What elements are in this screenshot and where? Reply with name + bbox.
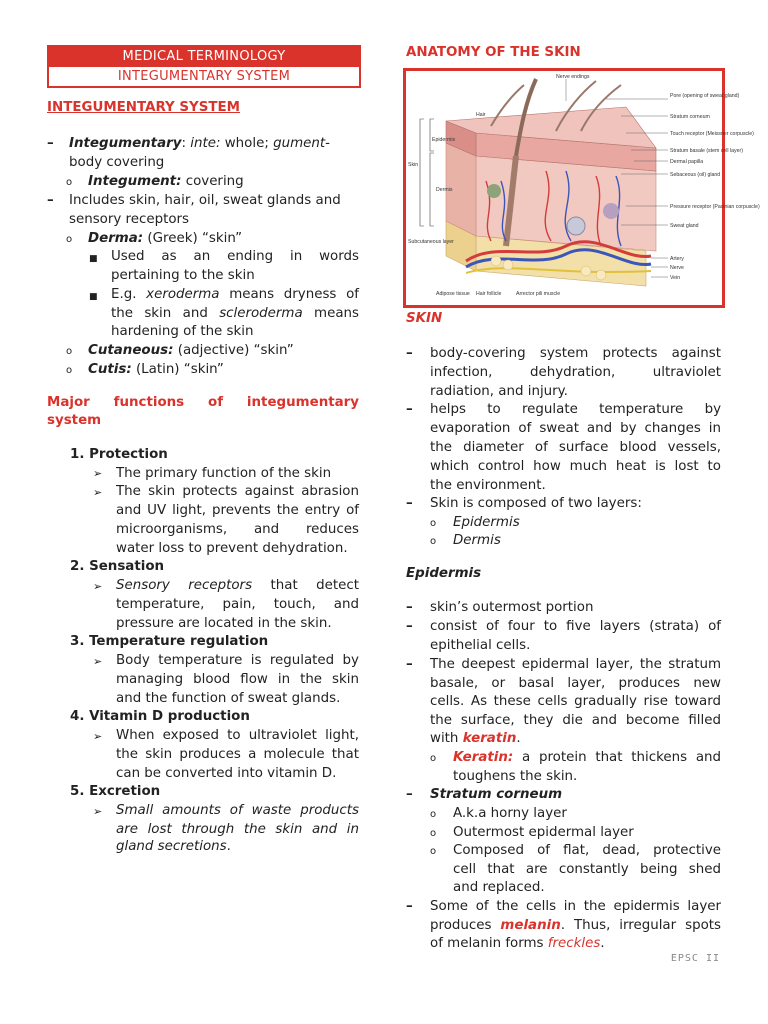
includes-line-2: sensory receptors (69, 212, 190, 227)
e2-line-2: epithelial cells. (430, 638, 531, 653)
fig-label: Hair follicle (476, 291, 502, 297)
eg-1a: E.g. (111, 287, 137, 302)
fig-label: Vein (670, 275, 681, 281)
fig-label: Nerve (670, 265, 684, 271)
arrow-bullet: ➢ (93, 486, 103, 499)
f4-a3: can be converted into vitamin D. (116, 766, 337, 781)
function-3-title: 3. Temperature regulation (70, 634, 269, 649)
f2-a1b: that detect (270, 578, 359, 593)
arrow-bullet: ➢ (93, 730, 103, 743)
section-title: INTEGUMENTARY SYSTEM (47, 100, 240, 115)
eg-xeroderma: xeroderma (146, 287, 220, 302)
header-subtitle: INTEGUMENTARY SYSTEM (117, 69, 291, 84)
s3-dermis: Dermis (453, 533, 501, 548)
s1-line-3: radiation, and injury. (430, 384, 568, 399)
circle-bullet: o (430, 828, 437, 839)
s3-line: Skin is composed of two layers: (430, 496, 642, 511)
dash-bullet: – (406, 899, 413, 914)
def-line-1 (69, 135, 359, 154)
melanin-line-2 (430, 917, 721, 936)
dash-bullet: – (406, 346, 413, 361)
def-line-2: body covering (69, 155, 165, 170)
sc-b: Outermost epidermal layer (453, 825, 634, 840)
e3-line-3: cells. As these cells gradually rise toward (430, 694, 721, 709)
circle-bullet: o (430, 809, 437, 820)
eg-2a: the skin and (111, 306, 208, 321)
melanin-thus: . Thus, irregular spots (560, 918, 721, 933)
f3-a1: Body temperature is regulated by (116, 653, 359, 668)
freckles-period: . (600, 936, 605, 951)
fig-label: Hair (476, 112, 486, 118)
dash-bullet: – (406, 402, 413, 417)
f5-a3: gland secretions (116, 839, 227, 854)
arrow-bullet: ➢ (93, 655, 103, 668)
includes-line-1: Includes skin, hair, oil, sweat glands and (69, 193, 341, 208)
sc-c2: cell that are constantly being shed (453, 862, 721, 877)
used-line-2: pertaining to the skin (111, 268, 255, 283)
major-functions-title-2: system (47, 413, 102, 428)
function-2-title: 2. Sensation (70, 559, 165, 574)
def-gument: gument- (273, 136, 330, 151)
f2-sensory-receptors: Sensory receptors (116, 578, 253, 593)
fig-label: Dermal papilla (670, 159, 704, 165)
eg-line-3: hardening of the skin (111, 324, 254, 339)
f3-a3: and the function of sweat glands. (116, 691, 341, 706)
e3-line-2: basale, or basal layer, produces new (430, 676, 721, 691)
s2-line-5: the environment. (430, 478, 546, 493)
fig-label: Pressure receptor (Pacinian corpuscle) (670, 204, 760, 210)
fig-label: Subcutaneous layer (408, 239, 454, 245)
dash-bullet: – (406, 619, 413, 634)
f2-a1 (116, 577, 359, 596)
fig-label: Dermis (436, 187, 453, 193)
cutaneous-val: (adjective) “skin” (177, 343, 294, 358)
melanin-line-1: Some of the cells in the epidermis layer (430, 899, 721, 914)
melanin-line-3 (430, 935, 605, 954)
keratin-line-1 (453, 749, 721, 768)
integument-val: covering (185, 174, 244, 189)
circle-bullet: o (66, 346, 73, 357)
sc-c3: and replaced. (453, 880, 545, 895)
cutis-term: Cutis: (88, 362, 132, 377)
eg-line-2 (111, 305, 359, 324)
f1-b4: water loss to prevent dehydration. (116, 541, 348, 556)
function-4-title: 4. Vitamin D production (70, 709, 250, 724)
derma-line (88, 230, 242, 249)
melanin-highlight: melanin (500, 918, 561, 933)
eg-line-1 (111, 286, 359, 305)
f2-a3: pressure are located in the skin. (116, 616, 332, 631)
f5-a1: Small amounts of waste products (116, 803, 359, 818)
cutis-val: (Latin) “skin” (135, 362, 224, 377)
fig-label: Stratum basale (stem cell layer) (670, 148, 743, 154)
derma-term: Derma: (88, 231, 144, 246)
s2-line-1: helps to regulate temperature by (430, 402, 721, 417)
sc-c1: Composed of flat, dead, protective (453, 843, 721, 858)
circle-bullet: o (430, 518, 437, 529)
derma-val: (Greek) “skin” (147, 231, 243, 246)
arrow-bullet: ➢ (93, 805, 103, 818)
circle-bullet: o (430, 536, 437, 547)
f1-a: The primary function of the skin (116, 466, 332, 481)
square-bullet: ■ (89, 292, 98, 302)
keratin-line-2: toughens the skin. (453, 769, 578, 784)
e3-with: with (430, 731, 459, 746)
f3-a2: managing blood flow in the skin (116, 672, 359, 687)
s1-line-1: body-covering system protects against (430, 346, 721, 361)
square-bullet: ■ (89, 254, 98, 264)
header-title: MEDICAL TERMINOLOGY (49, 47, 359, 67)
dash-bullet: – (47, 136, 54, 151)
f5-a3-line (116, 838, 231, 857)
eg-1c: means dryness of (229, 287, 359, 302)
s3-epidermis: Epidermis (453, 515, 520, 530)
dash-bullet: – (406, 600, 413, 615)
sc-a: A.k.a horny layer (453, 806, 567, 821)
e3-line-1: The deepest epidermal layer, the stratum (430, 657, 721, 672)
keratin-highlight: keratin (462, 731, 517, 746)
f4-a2: the skin produces a molecule that (116, 747, 359, 762)
f1-b1: The skin protects against abrasion (116, 484, 359, 499)
f1-b3: microorganisms, and reduces (116, 522, 359, 537)
skin-title: SKIN (406, 311, 443, 326)
melanin-forms: of melanin forms (430, 936, 544, 951)
cutis-line (88, 361, 224, 380)
eg-scleroderma: scleroderma (219, 306, 303, 321)
keratin-term: Keratin: (453, 750, 514, 765)
s2-line-4: which control how much heat is lost to (430, 459, 721, 474)
fig-label: Epidermis (432, 137, 456, 143)
e3-line-5 (430, 730, 521, 749)
used-line-1: Used as an ending in words (111, 249, 359, 264)
fig-label: Artery (670, 256, 684, 262)
dash-bullet: – (406, 657, 413, 672)
fig-label: Stratum corneum (670, 114, 710, 120)
def-whole: whole; (224, 136, 269, 151)
def-colon: : (181, 136, 186, 151)
s2-line-3: the diameter of surface blood vessels, (430, 440, 721, 455)
fig-label: Touch receptor (Meissner corpuscle) (670, 131, 754, 137)
circle-bullet: o (430, 753, 437, 764)
f2-a2: temperature, pain, touch, and (116, 597, 359, 612)
fig-label: Adipose tissue (436, 291, 470, 297)
circle-bullet: o (66, 177, 73, 188)
dash-bullet: – (406, 496, 413, 511)
arrow-bullet: ➢ (93, 467, 103, 480)
cutaneous-line (88, 342, 294, 361)
circle-bullet: o (430, 846, 437, 857)
footer-label: EPSC II (670, 953, 720, 964)
integument-line (88, 173, 244, 192)
e2-line-1: consist of four to five layers (strata) of (430, 619, 721, 634)
e3-period: . (516, 731, 521, 746)
fig-label: Nerve endings (556, 74, 590, 80)
skin-anatomy-figure (403, 68, 760, 308)
stratum-corneum-title: Stratum corneum (430, 787, 563, 802)
anatomy-title: ANATOMY OF THE SKIN (406, 45, 581, 60)
integument-term: Integument: (88, 174, 182, 189)
cutaneous-term: Cutaneous: (88, 343, 174, 358)
circle-bullet: o (66, 234, 73, 245)
circle-bullet: o (66, 365, 73, 376)
s1-line-2: infection, dehydration, ultraviolet (430, 365, 721, 380)
function-1-title: 1. Protection (70, 447, 168, 462)
function-5-title: 5. Excretion (70, 784, 161, 799)
def-term: Integumentary (69, 136, 182, 151)
s2-line-2: evaporation of sweat and by changes in (430, 421, 721, 436)
f4-a1: When exposed to ultraviolet light, (116, 728, 359, 743)
f5-a3-end: . (226, 839, 231, 854)
melanin-produces: produces (430, 918, 492, 933)
e3-line-4: the surface, they die and become filled (430, 713, 721, 728)
dash-bullet: – (47, 193, 54, 208)
arrow-bullet: ➢ (93, 580, 103, 593)
freckles-highlight: freckles (547, 936, 601, 951)
skin-diagram (406, 71, 760, 305)
eg-2c: means (314, 306, 359, 321)
epidermis-title: Epidermis (406, 566, 482, 581)
keratin-def: a protein that thickens and (522, 750, 722, 765)
dash-bullet: – (406, 787, 413, 802)
fig-label: Skin (408, 162, 419, 168)
fig-label: Sweat gland (670, 223, 699, 229)
f5-a2: are lost through the skin and in (116, 822, 359, 837)
fig-label: Sebaceous (oil) gland (670, 172, 721, 178)
f1-b2: and UV light, prevents the entry of (116, 503, 359, 518)
major-functions-title-1: Major functions of integumentary (47, 395, 359, 410)
fig-label: Arrector pili muscle (516, 291, 561, 297)
def-inte: inte: (190, 136, 221, 151)
header-box (47, 45, 361, 88)
e1-line: skin’s outermost portion (430, 600, 594, 615)
fig-label: Pore (opening of sweat gland) (670, 93, 740, 99)
